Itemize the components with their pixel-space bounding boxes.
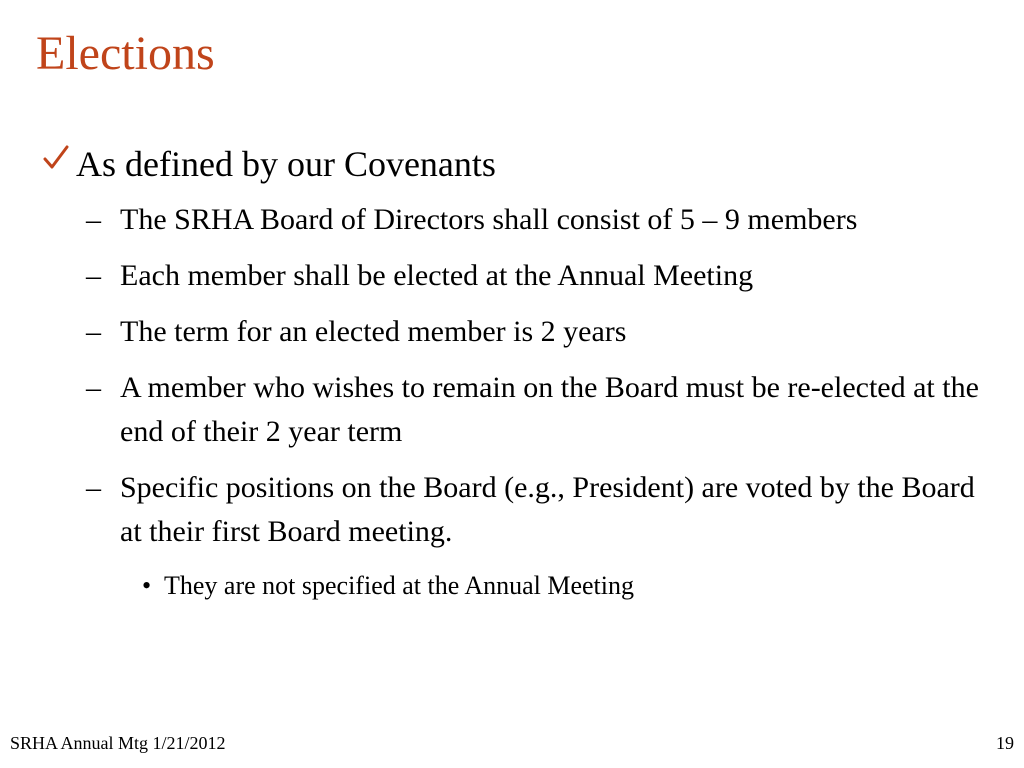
- dash-marker: –: [86, 371, 101, 404]
- footer-text: SRHA Annual Mtg 1/21/2012: [10, 733, 226, 753]
- heading-text: As defined by our Covenants: [76, 144, 496, 184]
- list-item-text: A member who wishes to remain on the Board must be re-elected at the end of their 2 year term: [120, 371, 979, 448]
- checkmark-icon: [42, 144, 70, 172]
- sub-list-item-text: They are not specified at the Annual Meeting: [164, 571, 635, 600]
- list-item: [86, 198, 982, 242]
- sub-list-item: [142, 568, 982, 604]
- list-item: [86, 366, 982, 454]
- slide-title: Elections: [36, 27, 215, 80]
- list-item-text: Specific positions on the Board (e.g., President) are voted by the Board at their first Board meeting.: [120, 471, 975, 548]
- page-number: 19: [996, 733, 1014, 753]
- list-item-text: Each member shall be elected at the Annual Meeting: [120, 259, 754, 292]
- list-item-text: The term for an elected member is 2 years: [120, 315, 627, 348]
- dash-marker: –: [86, 203, 101, 236]
- list-item: [86, 254, 982, 298]
- slide-body: [42, 142, 982, 604]
- list-item: [86, 466, 982, 554]
- list-item-text: The SRHA Board of Directors shall consist of 5 – 9 members: [120, 203, 858, 236]
- dash-marker: –: [86, 315, 101, 348]
- bullet-marker: •: [142, 571, 152, 600]
- dash-marker: –: [86, 259, 101, 292]
- list-item: [86, 310, 982, 354]
- dash-marker: –: [86, 471, 101, 504]
- heading-bullet: [42, 142, 982, 186]
